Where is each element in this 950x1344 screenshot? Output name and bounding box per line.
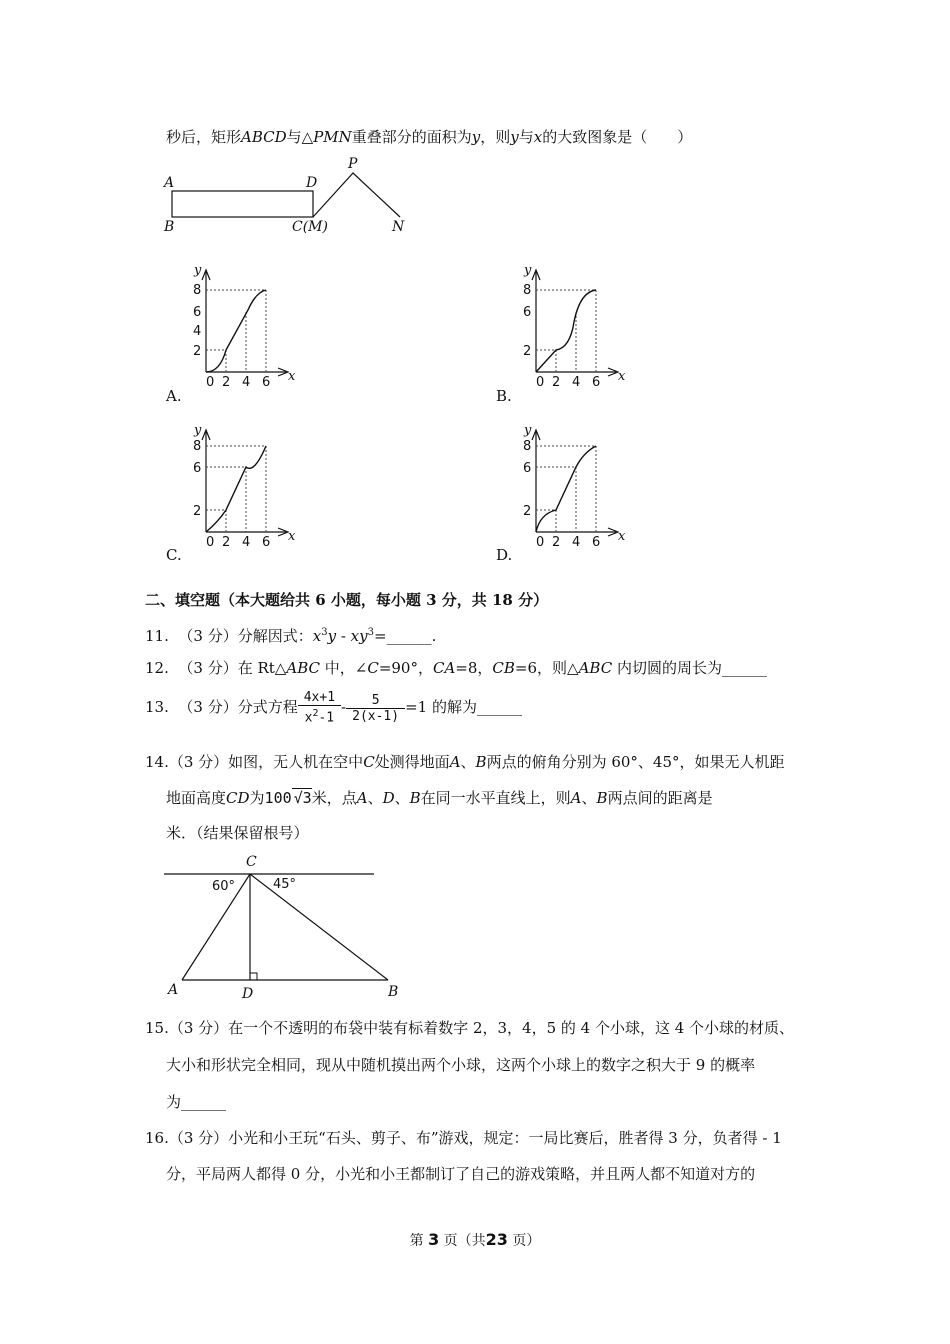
label-d: D [306,175,318,191]
svg-text:2: 2 [222,535,231,550]
graph-option-b [520,262,640,390]
svg-text:0: 0 [206,535,215,550]
svg-text:6: 6 [592,375,601,390]
question-15-line3: 为______ [166,1093,227,1111]
label-p: P [348,156,358,172]
svg-text:8: 8 [523,439,532,454]
angle-45: 45° [273,877,297,892]
triangle-pmn [313,173,400,217]
label-d2: D [242,986,254,1002]
svg-text:2: 2 [552,535,561,550]
answer-blank-13[interactable]: ______ [476,698,522,716]
svg-text:4: 4 [193,324,202,339]
question-16-line2: 分，平局两人都得 0 分，小光和小王都制订了自己的游戏策略，并且两人都不知道对方的 [166,1165,756,1183]
label-n: N [392,219,405,235]
angle-60: 60° [212,879,236,894]
svg-text:x: x [618,529,626,544]
answer-blank-15[interactable]: ______ [181,1093,227,1111]
option-b-label[interactable]: B. [496,387,512,405]
option-c-label[interactable]: C. [166,546,182,564]
label-b2: B [388,984,399,1000]
svg-text:6: 6 [523,461,532,476]
curve-a [206,290,266,372]
option-d-label[interactable]: D. [496,546,513,564]
svg-text:0: 0 [536,375,545,390]
label-cm: C(M) [292,219,328,235]
question-15-line2: 大小和形状完全相同，现从中随机摸出两个小球，这两个小球上的数字之积大于 9 的概率 [166,1056,756,1074]
svg-text:x: x [288,529,296,544]
label-a2: A [168,982,179,998]
svg-text:2: 2 [193,504,202,519]
svg-text:0: 0 [536,535,545,550]
curve-c [206,446,266,532]
svg-text:x: x [618,369,626,384]
rectangle-abcd [172,191,313,217]
page-number: 3 [428,1230,440,1249]
svg-text:4: 4 [242,535,251,550]
svg-text:6: 6 [523,305,532,320]
graph-option-d [520,422,640,550]
curve-b [536,290,596,372]
svg-text:y: y [194,263,202,278]
svg-text:8: 8 [193,283,202,298]
right-angle-mark [250,973,257,980]
svg-text:2: 2 [222,375,231,390]
svg-text:y: y [524,263,532,278]
svg-text:6: 6 [193,461,202,476]
svg-text:6: 6 [262,535,271,550]
page-footer: 第 3 页（共23 页） [409,1230,541,1249]
svg-text:x: x [288,369,296,384]
question-12: 12. （3 分）在 Rt△ABC 中，∠C=90°，CA=8，CB=6，则△ABC 内切圆的周长为______ [145,659,767,677]
svg-text:0: 0 [206,375,215,390]
svg-text:6: 6 [193,305,202,320]
option-a-label[interactable]: A. [166,387,182,405]
svg-text:y: y [524,423,532,438]
question-11: 11. （3 分）分解因式：$x^3y$ - $xy^3=\_\_\_\_\_\_$. [145,627,437,645]
question-16-line1: 16.（3 分）小光和小王玩“石头、剪子、布”游戏，规定：一局比赛后，胜者得 3 分，负者得 - 1 [145,1129,782,1147]
rectangle-triangle-figure [160,155,420,235]
q10-tail-line: 秒后，矩形ABCD与△PMN重叠部分的面积为y，则y与x的大致图象是（ ） [166,128,693,146]
question-13: 13. （3 分）分式方程 $\frac{4x+1}{x^2-1}$ - $\frac{5}{2(x-1)}$ =1 的解为______ [145,690,522,726]
label-c: C [246,854,257,870]
answer-blank-12[interactable]: ______ [721,659,767,677]
svg-text:2: 2 [523,504,532,519]
graph-option-a [190,262,310,390]
svg-text:4: 4 [572,375,581,390]
graph-option-c [190,422,310,550]
total-pages: 23 [485,1230,508,1249]
segment-cb [250,874,388,980]
drone-triangle-figure [160,850,420,1000]
svg-text:2: 2 [552,375,561,390]
label-b: B [164,219,175,235]
svg-text:8: 8 [193,439,202,454]
question-14-line1: 14.（3 分）如图，无人机在空中C处测得地面A、B两点的俯角分别为 60°、45°，如果无人机距 [145,753,785,771]
svg-text:y: y [194,423,202,438]
svg-text:6: 6 [592,535,601,550]
svg-text:4: 4 [572,535,581,550]
section-heading: 二、填空题（本大题给共 6 小题，每小题 3 分，共 18 分） [145,591,549,609]
question-14-line3: 米．（结果保留根号） [166,824,309,842]
svg-text:6: 6 [262,375,271,390]
svg-text:4: 4 [242,375,251,390]
fraction-1: $\frac{4x+1}{x^2-1}$ [298,690,341,725]
svg-text:2: 2 [193,344,202,359]
fraction-2: $\frac{5}{2(x-1)}$ [346,693,405,724]
question-14-line2: 地面高度CD为100 √3米，点A、D、B在同一水平直线上，则A、B两点间的距离是 [166,789,713,807]
question-15-line1: 15.（3 分）在一个不透明的布袋中装有标着数字 2，3，4，5 的 4 个小球，这 4 个小球的材质、 [145,1019,795,1037]
height-value: 100 √3 [264,789,312,807]
label-a: A [164,175,175,191]
curve-d [536,446,596,532]
answer-blank-11[interactable]: ______ [386,627,432,645]
svg-text:2: 2 [523,344,532,359]
svg-text:8: 8 [523,283,532,298]
